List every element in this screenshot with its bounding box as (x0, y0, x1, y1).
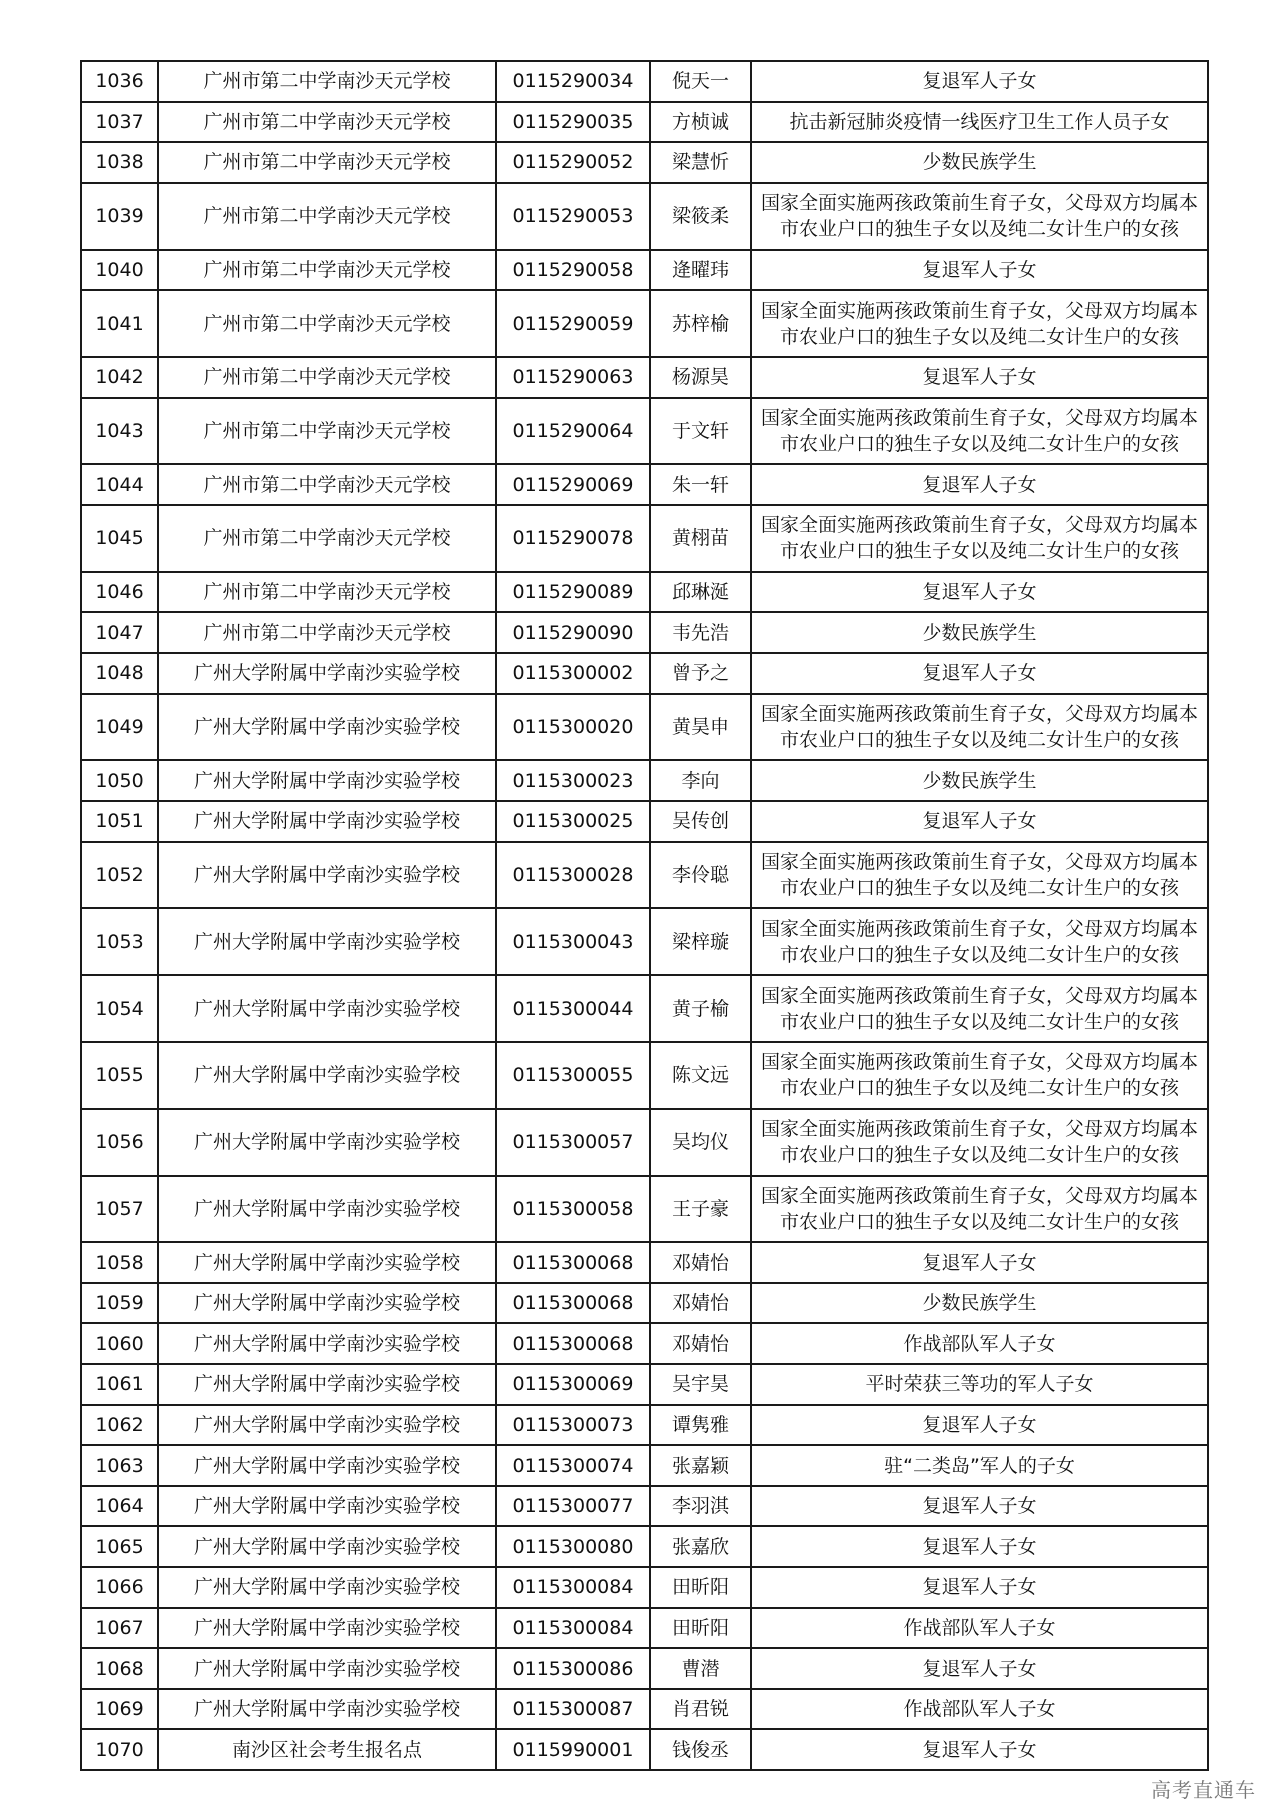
table-row (81, 290, 1208, 357)
bonus-category: 国家全面实施两孩政策前生育子女，父母双方均属本市农业户口的独生子女以及纯二女计生户的女孩 (751, 1176, 1208, 1243)
student-name: 田昕阳 (650, 1567, 751, 1608)
row-number: 1063 (81, 1445, 158, 1486)
row-number: 1043 (81, 398, 158, 465)
school-name: 广州市第二中学南沙天元学校 (158, 357, 496, 398)
row-number: 1041 (81, 290, 158, 357)
bonus-category: 复退军人子女 (751, 1242, 1208, 1283)
bonus-category: 作战部队军人子女 (751, 1323, 1208, 1364)
bonus-category: 复退军人子女 (751, 1405, 1208, 1446)
row-number: 1055 (81, 1042, 158, 1109)
student-id: 0115300043 (496, 908, 650, 975)
school-name: 广州市第二中学南沙天元学校 (158, 290, 496, 357)
school-name: 广州大学附属中学南沙实验学校 (158, 653, 496, 694)
row-number: 1040 (81, 250, 158, 291)
bonus-category: 平时荣获三等功的军人子女 (751, 1364, 1208, 1405)
row-number: 1047 (81, 612, 158, 653)
student-id: 0115300020 (496, 694, 650, 761)
student-id: 0115290035 (496, 102, 650, 143)
student-id: 0115300077 (496, 1486, 650, 1527)
student-name: 逄曜玮 (650, 250, 751, 291)
student-name: 陈文远 (650, 1042, 751, 1109)
student-id: 0115300073 (496, 1405, 650, 1446)
student-name: 王子豪 (650, 1176, 751, 1243)
bonus-category: 复退军人子女 (751, 801, 1208, 842)
student-id: 0115300044 (496, 975, 650, 1042)
school-name: 广州大学附属中学南沙实验学校 (158, 1364, 496, 1405)
student-id: 0115300086 (496, 1648, 650, 1689)
student-id: 0115300084 (496, 1608, 650, 1649)
table-row (81, 102, 1208, 143)
student-id: 0115300028 (496, 842, 650, 909)
school-name: 广州大学附属中学南沙实验学校 (158, 1486, 496, 1527)
student-id: 0115300080 (496, 1526, 650, 1567)
row-number: 1054 (81, 975, 158, 1042)
student-name: 钱俊丞 (650, 1729, 751, 1770)
school-name: 广州市第二中学南沙天元学校 (158, 142, 496, 183)
table-row (81, 1109, 1208, 1176)
table-row (81, 842, 1208, 909)
bonus-category: 复退军人子女 (751, 250, 1208, 291)
row-number: 1062 (81, 1405, 158, 1446)
roster-table (80, 60, 1209, 1771)
table-row (81, 398, 1208, 465)
student-name: 李伶聪 (650, 842, 751, 909)
row-number: 1058 (81, 1242, 158, 1283)
bonus-category: 国家全面实施两孩政策前生育子女，父母双方均属本市农业户口的独生子女以及纯二女计生户的女孩 (751, 505, 1208, 572)
student-name: 田昕阳 (650, 1608, 751, 1649)
student-name: 苏梓榆 (650, 290, 751, 357)
school-name: 广州大学附属中学南沙实验学校 (158, 760, 496, 801)
table-row (81, 760, 1208, 801)
bonus-category: 少数民族学生 (751, 760, 1208, 801)
student-id: 0115300069 (496, 1364, 650, 1405)
school-name: 广州市第二中学南沙天元学校 (158, 183, 496, 250)
row-number: 1037 (81, 102, 158, 143)
bonus-category: 复退军人子女 (751, 1486, 1208, 1527)
table-row (81, 183, 1208, 250)
school-name: 广州大学附属中学南沙实验学校 (158, 1283, 496, 1324)
bonus-category: 作战部队军人子女 (751, 1608, 1208, 1649)
table-row (81, 1283, 1208, 1324)
student-name: 谭隽雅 (650, 1405, 751, 1446)
student-id: 0115290078 (496, 505, 650, 572)
school-name: 广州市第二中学南沙天元学校 (158, 572, 496, 613)
row-number: 1067 (81, 1608, 158, 1649)
student-name: 朱一轩 (650, 464, 751, 505)
student-id: 0115290089 (496, 572, 650, 613)
table-row (81, 464, 1208, 505)
row-number: 1044 (81, 464, 158, 505)
student-name: 李向 (650, 760, 751, 801)
bonus-category: 复退军人子女 (751, 357, 1208, 398)
school-name: 广州大学附属中学南沙实验学校 (158, 1323, 496, 1364)
row-number: 1053 (81, 908, 158, 975)
school-name: 广州市第二中学南沙天元学校 (158, 61, 496, 102)
school-name: 广州市第二中学南沙天元学校 (158, 102, 496, 143)
table-row (81, 1648, 1208, 1689)
table-row (81, 1323, 1208, 1364)
student-name: 韦先浩 (650, 612, 751, 653)
student-name: 黄昊申 (650, 694, 751, 761)
student-id: 0115290034 (496, 61, 650, 102)
row-number: 1036 (81, 61, 158, 102)
table-row (81, 653, 1208, 694)
school-name: 广州市第二中学南沙天元学校 (158, 250, 496, 291)
student-name: 倪天一 (650, 61, 751, 102)
table-row (81, 975, 1208, 1042)
student-name: 梁慧忻 (650, 142, 751, 183)
student-id: 0115300057 (496, 1109, 650, 1176)
table-row (81, 1608, 1208, 1649)
row-number: 1038 (81, 142, 158, 183)
school-name: 广州市第二中学南沙天元学校 (158, 505, 496, 572)
row-number: 1064 (81, 1486, 158, 1527)
table-row (81, 572, 1208, 613)
bonus-category: 复退军人子女 (751, 1567, 1208, 1608)
table-row (81, 1176, 1208, 1243)
student-name: 杨源昊 (650, 357, 751, 398)
student-id: 0115300055 (496, 1042, 650, 1109)
student-id: 0115300084 (496, 1567, 650, 1608)
watermark: 高考直通车 (1151, 1778, 1256, 1802)
school-name: 广州大学附属中学南沙实验学校 (158, 1608, 496, 1649)
row-number: 1070 (81, 1729, 158, 1770)
bonus-category: 国家全面实施两孩政策前生育子女，父母双方均属本市农业户口的独生子女以及纯二女计生户的女孩 (751, 398, 1208, 465)
bonus-category: 国家全面实施两孩政策前生育子女，父母双方均属本市农业户口的独生子女以及纯二女计生户的女孩 (751, 290, 1208, 357)
bonus-category: 作战部队军人子女 (751, 1689, 1208, 1730)
school-name: 广州大学附属中学南沙实验学校 (158, 1648, 496, 1689)
table-row (81, 1242, 1208, 1283)
student-name: 张嘉颖 (650, 1445, 751, 1486)
table-row (81, 694, 1208, 761)
row-number: 1039 (81, 183, 158, 250)
student-name: 李羽淇 (650, 1486, 751, 1527)
bonus-category: 复退军人子女 (751, 1526, 1208, 1567)
row-number: 1048 (81, 653, 158, 694)
student-name: 邓婧怡 (650, 1283, 751, 1324)
student-name: 曾予之 (650, 653, 751, 694)
student-name: 黄栩苗 (650, 505, 751, 572)
bonus-category: 复退军人子女 (751, 653, 1208, 694)
row-number: 1045 (81, 505, 158, 572)
bonus-category: 国家全面实施两孩政策前生育子女，父母双方均属本市农业户口的独生子女以及纯二女计生户的女孩 (751, 975, 1208, 1042)
table-row (81, 357, 1208, 398)
row-number: 1060 (81, 1323, 158, 1364)
school-name: 广州大学附属中学南沙实验学校 (158, 1567, 496, 1608)
row-number: 1056 (81, 1109, 158, 1176)
row-number: 1065 (81, 1526, 158, 1567)
bonus-category: 复退军人子女 (751, 572, 1208, 613)
table-row (81, 505, 1208, 572)
student-id: 0115300074 (496, 1445, 650, 1486)
row-number: 1042 (81, 357, 158, 398)
student-name: 梁筱柔 (650, 183, 751, 250)
row-number: 1068 (81, 1648, 158, 1689)
table-row (81, 250, 1208, 291)
student-name: 黄子榆 (650, 975, 751, 1042)
bonus-category: 复退军人子女 (751, 61, 1208, 102)
row-number: 1066 (81, 1567, 158, 1608)
table-row (81, 1364, 1208, 1405)
bonus-category: 驻“二类岛”军人的子女 (751, 1445, 1208, 1486)
bonus-category: 国家全面实施两孩政策前生育子女，父母双方均属本市农业户口的独生子女以及纯二女计生户的女孩 (751, 1109, 1208, 1176)
bonus-category: 复退军人子女 (751, 1729, 1208, 1770)
student-id: 0115300023 (496, 760, 650, 801)
school-name: 广州大学附属中学南沙实验学校 (158, 842, 496, 909)
school-name: 广州市第二中学南沙天元学校 (158, 612, 496, 653)
student-name: 于文轩 (650, 398, 751, 465)
student-name: 吴均仪 (650, 1109, 751, 1176)
table-row (81, 142, 1208, 183)
student-name: 梁梓璇 (650, 908, 751, 975)
school-name: 广州大学附属中学南沙实验学校 (158, 1526, 496, 1567)
school-name: 广州大学附属中学南沙实验学校 (158, 694, 496, 761)
student-name: 吴宇昊 (650, 1364, 751, 1405)
row-number: 1069 (81, 1689, 158, 1730)
school-name: 广州大学附属中学南沙实验学校 (158, 1109, 496, 1176)
school-name: 广州大学附属中学南沙实验学校 (158, 1242, 496, 1283)
student-name: 曹潜 (650, 1648, 751, 1689)
bonus-category: 复退军人子女 (751, 1648, 1208, 1689)
row-number: 1050 (81, 760, 158, 801)
student-name: 张嘉欣 (650, 1526, 751, 1567)
school-name: 广州大学附属中学南沙实验学校 (158, 1176, 496, 1243)
table-row (81, 1526, 1208, 1567)
table-row (81, 1689, 1208, 1730)
student-name: 邱琳涎 (650, 572, 751, 613)
student-id: 0115290064 (496, 398, 650, 465)
table-row (81, 61, 1208, 102)
row-number: 1046 (81, 572, 158, 613)
student-id: 0115290069 (496, 464, 650, 505)
school-name: 广州大学附属中学南沙实验学校 (158, 1042, 496, 1109)
school-name: 广州市第二中学南沙天元学校 (158, 464, 496, 505)
table-row (81, 1042, 1208, 1109)
table-row (81, 1567, 1208, 1608)
student-id: 0115300058 (496, 1176, 650, 1243)
table-row (81, 1445, 1208, 1486)
bonus-category: 抗击新冠肺炎疫情一线医疗卫生工作人员子女 (751, 102, 1208, 143)
table-row (81, 612, 1208, 653)
bonus-category: 国家全面实施两孩政策前生育子女，父母双方均属本市农业户口的独生子女以及纯二女计生户的女孩 (751, 908, 1208, 975)
bonus-category: 少数民族学生 (751, 142, 1208, 183)
bonus-category: 国家全面实施两孩政策前生育子女，父母双方均属本市农业户口的独生子女以及纯二女计生户的女孩 (751, 183, 1208, 250)
school-name: 广州大学附属中学南沙实验学校 (158, 801, 496, 842)
student-id: 0115290063 (496, 357, 650, 398)
bonus-category: 国家全面实施两孩政策前生育子女，父母双方均属本市农业户口的独生子女以及纯二女计生户的女孩 (751, 842, 1208, 909)
student-id: 0115300068 (496, 1283, 650, 1324)
row-number: 1057 (81, 1176, 158, 1243)
student-id: 0115290052 (496, 142, 650, 183)
row-number: 1059 (81, 1283, 158, 1324)
table-row (81, 1729, 1208, 1770)
student-id: 0115300087 (496, 1689, 650, 1730)
student-id: 0115990001 (496, 1729, 650, 1770)
school-name: 广州大学附属中学南沙实验学校 (158, 1405, 496, 1446)
school-name: 广州大学附属中学南沙实验学校 (158, 1689, 496, 1730)
student-id: 0115300068 (496, 1323, 650, 1364)
table-row (81, 1486, 1208, 1527)
table-row (81, 1405, 1208, 1446)
student-id: 0115290058 (496, 250, 650, 291)
table-row (81, 908, 1208, 975)
row-number: 1049 (81, 694, 158, 761)
bonus-category: 国家全面实施两孩政策前生育子女，父母双方均属本市农业户口的独生子女以及纯二女计生户的女孩 (751, 1042, 1208, 1109)
row-number: 1051 (81, 801, 158, 842)
school-name: 南沙区社会考生报名点 (158, 1729, 496, 1770)
school-name: 广州大学附属中学南沙实验学校 (158, 1445, 496, 1486)
bonus-category: 少数民族学生 (751, 1283, 1208, 1324)
student-name: 肖君锐 (650, 1689, 751, 1730)
student-id: 0115290090 (496, 612, 650, 653)
student-id: 0115290059 (496, 290, 650, 357)
roster-body (81, 61, 1208, 1770)
student-name: 吴传创 (650, 801, 751, 842)
bonus-category: 少数民族学生 (751, 612, 1208, 653)
student-name: 邓婧怡 (650, 1242, 751, 1283)
student-name: 方桢诚 (650, 102, 751, 143)
bonus-category: 复退军人子女 (751, 464, 1208, 505)
table-row (81, 801, 1208, 842)
row-number: 1052 (81, 842, 158, 909)
student-id: 0115300068 (496, 1242, 650, 1283)
student-id: 0115300025 (496, 801, 650, 842)
school-name: 广州大学附属中学南沙实验学校 (158, 908, 496, 975)
row-number: 1061 (81, 1364, 158, 1405)
school-name: 广州市第二中学南沙天元学校 (158, 398, 496, 465)
student-id: 0115300002 (496, 653, 650, 694)
bonus-category: 国家全面实施两孩政策前生育子女，父母双方均属本市农业户口的独生子女以及纯二女计生户的女孩 (751, 694, 1208, 761)
school-name: 广州大学附属中学南沙实验学校 (158, 975, 496, 1042)
student-id: 0115290053 (496, 183, 650, 250)
student-name: 邓婧怡 (650, 1323, 751, 1364)
